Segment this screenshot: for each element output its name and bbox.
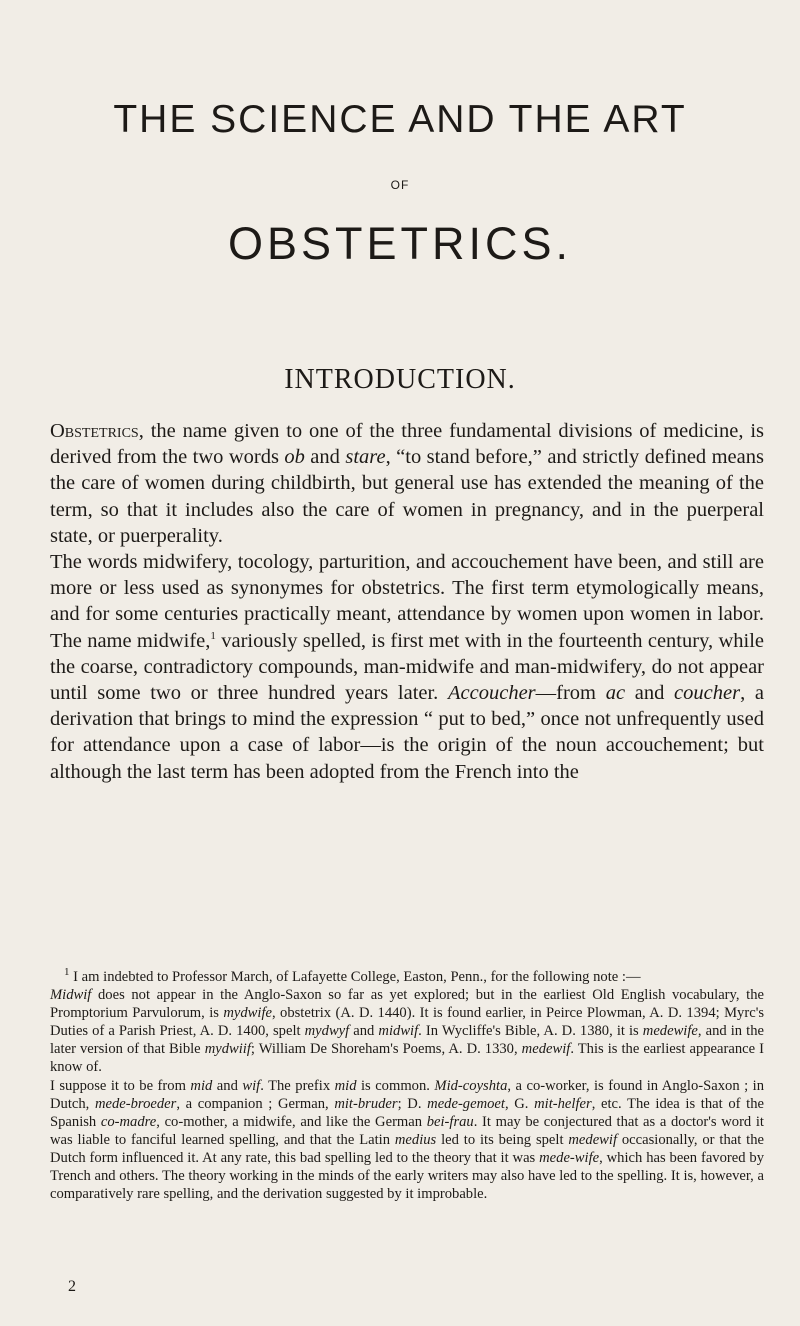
italic-term: mydwyf — [304, 1023, 350, 1040]
footnotes — [50, 968, 764, 1203]
italic-term: medewif — [568, 1131, 618, 1148]
italic-term: medewife — [642, 1023, 698, 1040]
text-run: occasionally, or that the Dutch form influenced it. At any rate, this bad spelling led to the theory that it was — [50, 1131, 764, 1166]
book-title: THE SCIENCE AND THE ART — [113, 98, 687, 141]
text-run: ; William De Shoreham's Poems, A. D. 1330, — [250, 1041, 522, 1058]
text-run: and — [625, 682, 675, 705]
italic-term: medius — [394, 1131, 437, 1148]
text-run: , which has been favored by Trench and others. The theory working in the minds of the early writers may also have led to the spelling. It is, however, a comparatively rare spelling, and the derivation suggested by it improbable. — [50, 1149, 764, 1203]
page-number: 2 — [68, 1278, 76, 1295]
text-run: . In Wycliffe's Bible, A. D. 1380, it is — [418, 1023, 643, 1040]
italic-term: ac — [605, 682, 626, 705]
text-run: —from — [535, 682, 606, 705]
text-run: , “to stand before,” and strictly defined means the care of women during childbirth, but general use has extended the meaning of the term, so that it includes also the care of women in pregnancy, and in the puerperal state, or puerperality. — [50, 446, 764, 547]
italic-term: mit-helfer — [534, 1095, 592, 1112]
text-run: The words midwifery, tocology, parturition, and accouchement have been, and still are more or less used as synonymes for obstetrics. The first term etymologically means, and for some centuries practically meant, attendance by women upon women in labor. The name midwife, — [50, 551, 764, 652]
italic-term: Midwif — [50, 987, 92, 1004]
text-run: and — [304, 446, 346, 469]
italic-term: mede-wife — [539, 1149, 600, 1166]
text-run: I am indebted to Professor March, of Lafayette College, Easton, Penn., for the following note :— — [69, 969, 641, 985]
paragraph — [50, 549, 764, 785]
italic-term: mydwife — [223, 1005, 272, 1022]
italic-term: coucher — [674, 682, 741, 705]
text-run: , co-mother, a midwife, and like the German — [156, 1113, 427, 1130]
italic-term: bei-frau — [426, 1113, 474, 1130]
text-run: variously spelled, is first met with in the fourteenth century, while the coarse, contradictory compounds, man-midwife and man-midwifery, do not appear until some two or three hundred years later. — [50, 629, 764, 705]
text-run: , and in the later version of that Bible — [50, 1023, 764, 1058]
italic-term: mede-broeder — [94, 1095, 177, 1112]
text-run: and — [212, 1077, 243, 1094]
text-run: , a companion ; German, — [176, 1095, 335, 1112]
footnote-marker: 1 — [210, 629, 216, 642]
text-run: does not appear in the Anglo-Saxon so far as yet explored; but in the earliest Old English vocabulary, the Promptorium Parvulorum, is — [50, 987, 764, 1022]
italic-term: medewif — [521, 1041, 571, 1058]
text-run: ; D. — [397, 1095, 428, 1112]
italic-term: stare — [345, 446, 386, 469]
text-run: led to its being spelt — [436, 1131, 569, 1148]
italic-term: midwif — [378, 1023, 419, 1040]
text-run: , a derivation that brings to mind the expression “ put to bed,” once not unfrequently used for attendance upon a case of labor—is the origin of the noun accouchement; but although the last term has been adopted from the French into the — [50, 682, 764, 783]
text-run: . It may be conjectured that as a doctor's word it was liable to fanciful learned spelling, and that the Latin — [50, 1113, 764, 1148]
text-run: . This is the earliest appearance I know of. — [50, 1041, 764, 1076]
body-text — [50, 418, 764, 785]
chapter-heading: INTRODUCTION. — [284, 364, 516, 395]
text-run: , obstetrix (A. D. 1440). It is found earlier, in Peirce Plowman, A. D. 1394; Myrc's Duties of a Parish Priest, A. D. 1400, spelt — [50, 1005, 764, 1040]
italic-term: Accoucher — [448, 682, 536, 705]
text-run: . The prefix — [260, 1077, 335, 1094]
text-run: , etc. The idea is that of the Spanish — [50, 1095, 764, 1130]
footnote-paragraph — [50, 986, 764, 1076]
paragraph — [50, 418, 764, 549]
footnote-paragraph — [50, 1077, 764, 1204]
text-run: , a co-worker, is found in Anglo-Saxon ; in Dutch, — [50, 1077, 764, 1112]
italic-term: mid — [334, 1077, 357, 1094]
italic-term: mede-gemoet — [427, 1095, 505, 1112]
text-run: I suppose it to be from — [50, 1077, 191, 1094]
text-run: is common. — [356, 1077, 435, 1094]
footnote — [50, 968, 764, 986]
italic-term: mydwiif — [204, 1041, 251, 1058]
text-run: , the name given to one of the three fundamental divisions of medicine, is derived from the two words — [50, 420, 764, 469]
footnote-marker: 1 — [64, 966, 70, 979]
italic-term: ob — [284, 446, 305, 469]
small-caps-term: Obstetrics — [50, 420, 139, 442]
text-run: and — [349, 1023, 379, 1040]
italic-term: Mid-coyshta — [434, 1077, 508, 1094]
italic-term: mit-bruder — [334, 1095, 398, 1112]
italic-term: mid — [190, 1077, 213, 1094]
text-run: , G. — [504, 1095, 535, 1112]
italic-term: wif — [242, 1077, 261, 1094]
italic-term: co-madre — [100, 1113, 157, 1130]
title-connector: OF — [390, 178, 410, 192]
book-subject: OBSTETRICS. — [227, 218, 573, 269]
